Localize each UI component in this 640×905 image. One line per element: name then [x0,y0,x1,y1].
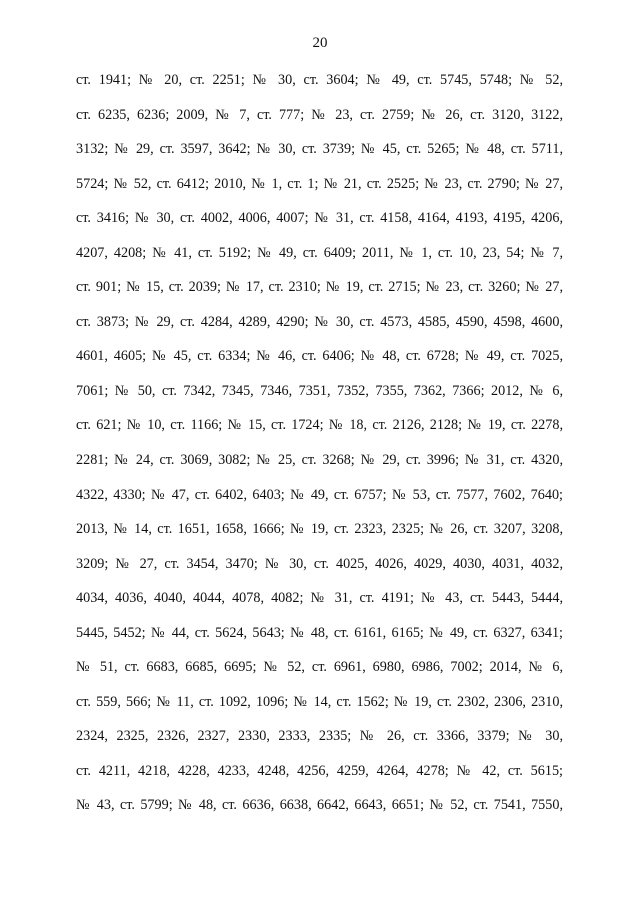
text-line: ст. 6235, 6236; 2009, № 7, ст. 777; № 23, ст. 2759; № 26, ст. 3120, 3122, [76,106,563,123]
text-line: 3209; № 27, ст. 3454, 3470; № 30, ст. 4025, 4026, 4029, 4030, 4031, 4032, [76,555,563,572]
text-line: ст. 1941; № 20, ст. 2251; № 30, ст. 3604; № 49, ст. 5745, 5748; № 52, [76,72,563,88]
text-line: 2324, 2325, 2326, 2327, 2330, 2333, 2335; № 26, ст. 3366, 3379; № 30, [76,728,563,745]
text-line: № 51, ст. 6683, 6685, 6695; № 52, ст. 6961, 6980, 6986, 7002; 2014, № 6, [76,659,563,676]
text-line: ст. 4211, 4218, 4228, 4233, 4248, 4256, 4259, 4264, 4278; № 42, ст. 5615; [76,762,563,779]
text-line: 5724; № 52, ст. 6412; 2010, № 1, ст. 1; № 21, ст. 2525; № 23, ст. 2790; № 27, [76,175,563,192]
text-line: ст. 3873; № 29, ст. 4284, 4289, 4290; № 30, ст. 4573, 4585, 4590, 4598, 4600, [76,313,563,330]
text-line: 4207, 4208; № 41, ст. 5192; № 49, ст. 6409; 2011, № 1, ст. 10, 23, 54; № 7, [76,244,563,261]
text-line: ст. 3416; № 30, ст. 4002, 4006, 4007; № 31, ст. 4158, 4164, 4193, 4195, 4206, [76,210,563,227]
text-line: 2013, № 14, ст. 1651, 1658, 1666; № 19, ст. 2323, 2325; № 26, ст. 3207, 3208, [76,521,563,538]
text-line: 4322, 4330; № 47, ст. 6402, 6403; № 49, ст. 6757; № 53, ст. 7577, 7602, 7640; [76,486,563,503]
body-text [76,70,563,830]
text-line: ст. 621; № 10, ст. 1166; № 15, ст. 1724; № 18, ст. 2126, 2128; № 19, ст. 2278, [76,417,563,434]
text-line: 3132; № 29, ст. 3597, 3642; № 30, ст. 3739; № 45, ст. 5265; № 48, ст. 5711, [76,141,563,158]
text-line: 2281; № 24, ст. 3069, 3082; № 25, ст. 3268; № 29, ст. 3996; № 31, ст. 4320, [76,452,563,469]
page-number: 20 [312,35,328,51]
text-line: 4601, 4605; № 45, ст. 6334; № 46, ст. 6406; № 48, ст. 6728; № 49, ст. 7025, [76,348,563,365]
text-line: 4034, 4036, 4040, 4044, 4078, 4082; № 31, ст. 4191; № 43, ст. 5443, 5444, [76,590,563,607]
text-line: ст. 559, 566; № 11, ст. 1092, 1096; № 14, ст. 1562; № 19, ст. 2302, 2306, 2310, [76,693,563,710]
text-line: 5445, 5452; № 44, ст. 5624, 5643; № 48, ст. 6161, 6165; № 49, ст. 6327, 6341; [76,624,563,641]
text-line: ст. 901; № 15, ст. 2039; № 17, ст. 2310; № 19, ст. 2715; № 23, ст. 3260; № 27, [76,279,563,296]
text-line: 7061; № 50, ст. 7342, 7345, 7346, 7351, 7352, 7355, 7362, 7366; 2012, № 6, [76,382,563,399]
text-line: № 43, ст. 5799; № 48, ст. 6636, 6638, 6642, 6643, 6651; № 52, ст. 7541, 7550, [76,797,563,814]
